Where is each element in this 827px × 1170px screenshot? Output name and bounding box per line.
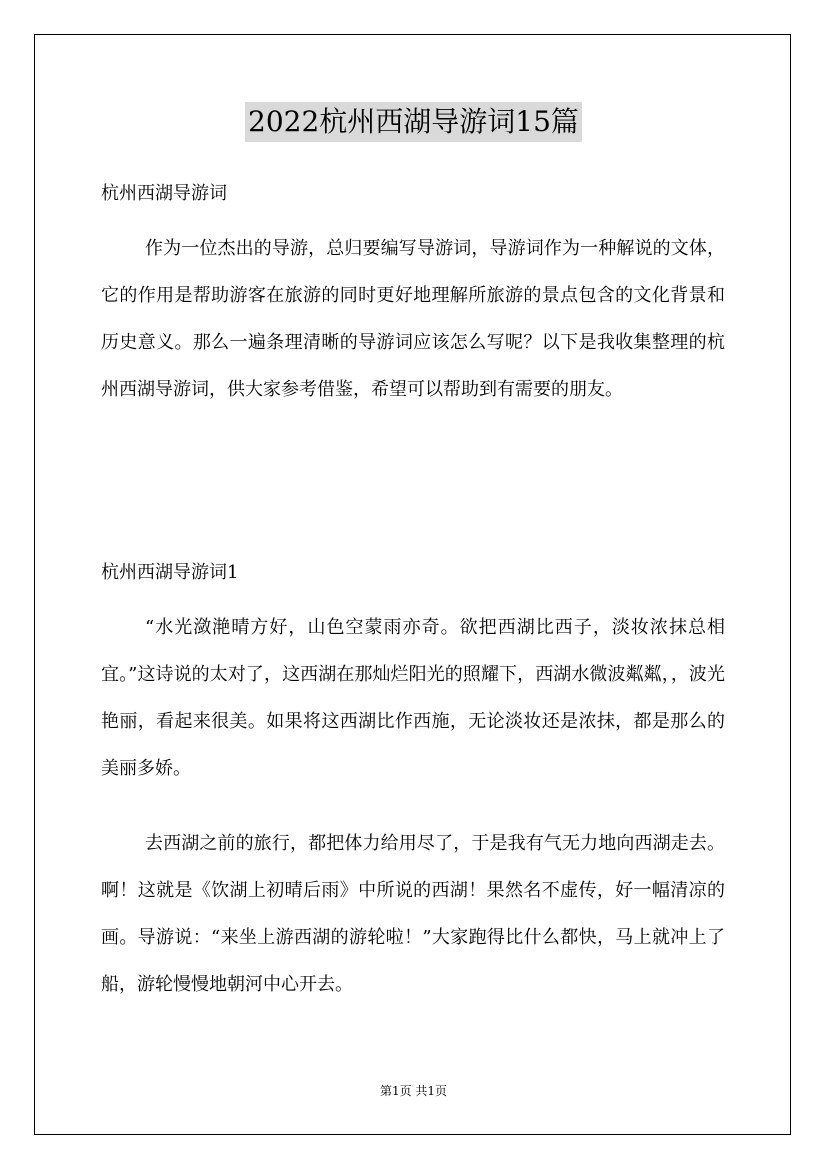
intro-paragraph: 作为一位杰出的导游，总归要编写导游词，导游词作为一种解说的文体，它的作用是帮助游客在旅游的同时更好地理解所旅游的景点包含的文化背景和历史意义。那么一遍条理清晰的导游词应该怎么写呢？以下是我收集整理的杭州西湖导游词，供大家参考借鉴，希望可以帮助到有需要的朋友。 xyxy=(101,238,725,400)
page-footer: 第1页 共1页 xyxy=(379,1084,448,1098)
document-title: 2022杭州西湖导游词15篇 xyxy=(245,102,582,142)
intro-heading: 杭州西湖导游词 xyxy=(101,183,227,204)
section1-paragraph-1: “水光潋滟晴方好，山色空蒙雨亦奇。欲把西湖比西子，淡妆浓抹总相宜。”这诗说的太对了，这西湖在那灿烂阳光的照耀下，西湖水微波粼粼，，波光艳丽，看起来很美。如果将这西湖比作西施，无论淡妆还是浓抹，都是那么的美丽多娇。 xyxy=(101,617,725,779)
title-container xyxy=(0,102,827,142)
section-heading-1: 杭州西湖导游词1 xyxy=(101,562,239,583)
section1-paragraph-2: 去西湖之前的旅行，都把体力给用尽了，于是我有气无力地向西湖走去。啊！这就是《饮湖上初晴后雨》中所说的西湖！果然名不虚传，好一幅清凉的画。导游说：“来坐上游西湖的游轮啦！”大家跑得比什么都快，马上就冲上了船，游轮慢慢地朝河中心开去。 xyxy=(101,833,725,995)
